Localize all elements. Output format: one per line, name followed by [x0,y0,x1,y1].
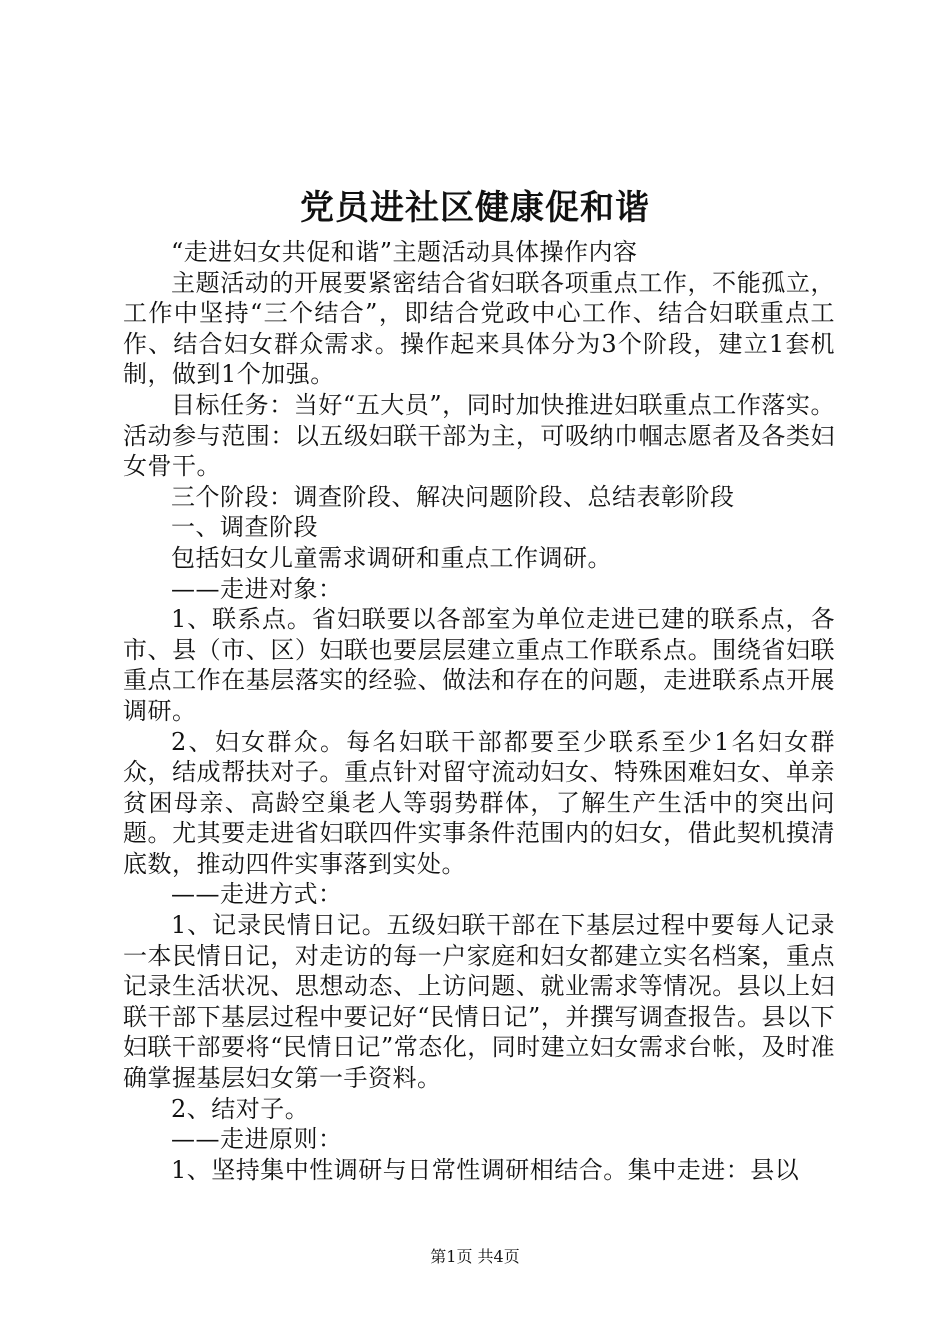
paragraph: 1、记录民情日记。五级妇联干部在下基层过程中要每人记录一本民情日记，对走访的每一户家庭和妇女都建立实名档案，重点记录生活状况、思想动态、上访问题、就业需求等情况。县以上妇联干部下基层过程中要记好“民情日记”，并撰写调查报告。县以下妇联干部要将“民情日记”常态化，同时建立妇女需求台帐，及时准确掌握基层妇女第一手资料。 [123,911,835,1093]
paragraph: 包括妇女儿童需求调研和重点工作调研。 [171,543,612,572]
paragraph: 1、坚持集中性调研与日常性调研相结合。集中走进：县以 [171,1155,800,1184]
paragraph: 2、结对子。 [171,1094,310,1123]
paragraph: 一、调查阶段 [171,513,318,542]
paragraph: 1、联系点。省妇联要以各部室为单位走进已建的联系点，各市、县（市、区）妇联也要层层建立重点工作联系点。围绕省妇联重点工作在基层落实的经验、做法和存在的问题，走进联系点开展调研。 [123,605,835,725]
document-body [123,237,835,1185]
paragraph: 三个阶段：调查阶段、解决问题阶段、总结表彰阶段 [171,482,735,511]
paragraph: 2、妇女群众。每名妇联干部都要至少联系至少1名妇女群众，结成帮扶对子。重点针对留守流动妇女、特殊困难妇女、单亲贫困母亲、高龄空巢老人等弱势群体，了解生产生活中的突出问题。尤其要走进省妇联四件实事条件范围内的妇女，借此契机摸清底数，推动四件实事落到实处。 [123,727,835,878]
paragraph: 主题活动的开展要紧密结合省妇联各项重点工作，不能孤立，工作中坚持“三个结合”，即结合党政中心工作、结合妇联重点工作、结合妇女群众需求。操作起来具体分为3个阶段，建立1套机制，做到1个加强。 [123,268,835,389]
paragraph: 目标任务：当好“五大员”，同时加快推进妇联重点工作落实。活动参与范围：以五级妇联干部为主，可吸纳巾帼志愿者及各类妇女骨干。 [123,390,835,481]
paragraph: ——走进原则： [171,1125,343,1154]
page-footer: 第1页 共4页 [430,1247,520,1266]
paragraph: ——走进方式： [171,880,343,909]
document-title: 党员进社区健康促和谐 [300,188,650,228]
paragraph: “走进妇女共促和谐”主题活动具体操作内容 [171,238,638,266]
paragraph: ——走进对象： [171,574,343,603]
